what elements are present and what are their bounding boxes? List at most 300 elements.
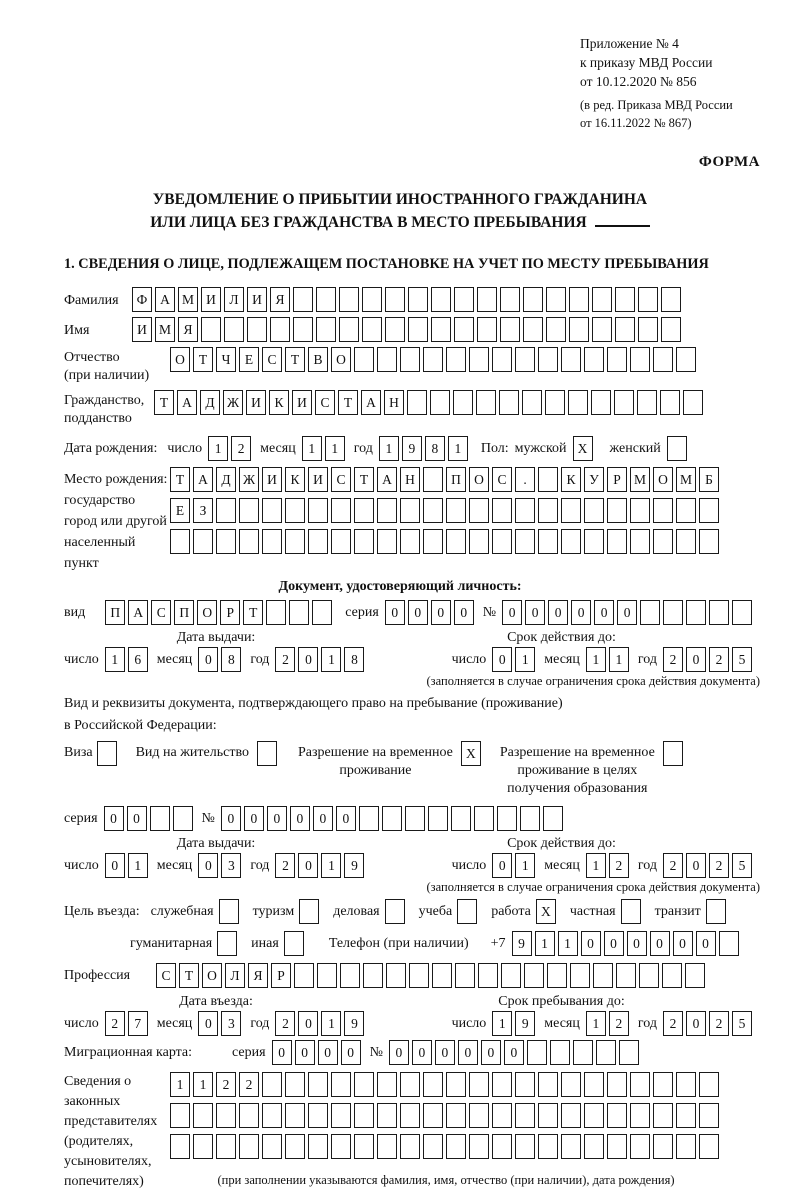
char-cell[interactable] [492,529,512,554]
char-cell[interactable] [432,963,452,988]
char-cell[interactable] [293,317,313,342]
char-cell[interactable]: 2 [239,1072,259,1097]
char-cell[interactable] [408,287,428,312]
char-cell[interactable]: 0 [525,600,545,625]
char-cell[interactable] [400,347,420,372]
char-cell[interactable] [331,1103,351,1128]
char-cell[interactable] [377,529,397,554]
char-cell[interactable] [477,317,497,342]
char-cell[interactable] [621,899,641,924]
char-cell[interactable]: И [246,390,266,415]
char-cell[interactable] [363,963,383,988]
char-cell[interactable] [497,806,517,831]
char-cell[interactable] [732,600,752,625]
char-cell[interactable]: С [331,467,351,492]
char-cell[interactable]: Р [220,600,240,625]
char-cell[interactable] [400,529,420,554]
char-cell[interactable]: 3 [221,853,241,878]
char-cell[interactable] [285,1134,305,1159]
char-cell[interactable] [663,741,683,766]
char-cell[interactable] [515,1134,535,1159]
char-cell[interactable]: 1 [379,436,399,461]
char-cell[interactable] [308,1134,328,1159]
char-cell[interactable]: 0 [408,600,428,625]
char-cell[interactable] [492,347,512,372]
char-cell[interactable]: 8 [425,436,445,461]
char-cell[interactable]: 0 [504,1040,524,1065]
char-cell[interactable]: 0 [298,1011,318,1036]
char-cell[interactable]: 0 [313,806,333,831]
char-cell[interactable]: 0 [198,647,218,672]
char-cell[interactable] [317,963,337,988]
char-cell[interactable] [492,498,512,523]
char-cell[interactable] [591,390,611,415]
char-cell[interactable] [446,1103,466,1128]
char-cell[interactable] [615,287,635,312]
char-cell[interactable] [262,498,282,523]
char-cell[interactable]: 0 [290,806,310,831]
char-cell[interactable]: А [128,600,148,625]
char-cell[interactable]: М [630,467,650,492]
char-cell[interactable]: З [193,498,213,523]
char-cell[interactable] [584,347,604,372]
char-cell[interactable]: 0 [435,1040,455,1065]
char-cell[interactable] [386,963,406,988]
char-cell[interactable]: М [178,287,198,312]
char-cell[interactable] [446,1072,466,1097]
char-cell[interactable] [547,963,567,988]
char-cell[interactable]: О [197,600,217,625]
char-cell[interactable]: Л [225,963,245,988]
char-cell[interactable] [362,287,382,312]
char-cell[interactable] [638,287,658,312]
char-cell[interactable] [354,347,374,372]
char-cell[interactable] [683,390,703,415]
char-cell[interactable] [660,390,680,415]
char-cell[interactable] [500,317,520,342]
char-cell[interactable]: X [536,899,556,924]
char-cell[interactable]: 0 [336,806,356,831]
char-cell[interactable] [431,317,451,342]
char-cell[interactable] [699,498,719,523]
char-cell[interactable] [592,287,612,312]
char-cell[interactable] [630,1072,650,1097]
char-cell[interactable]: П [105,600,125,625]
char-cell[interactable] [299,899,319,924]
char-cell[interactable] [630,529,650,554]
char-cell[interactable] [446,529,466,554]
char-cell[interactable] [676,1103,696,1128]
char-cell[interactable] [469,347,489,372]
char-cell[interactable] [377,1134,397,1159]
char-cell[interactable]: И [132,317,152,342]
char-cell[interactable]: С [492,467,512,492]
char-cell[interactable] [262,1134,282,1159]
char-cell[interactable]: 0 [385,600,405,625]
char-cell[interactable]: 1 [492,1011,512,1036]
char-cell[interactable] [607,498,627,523]
char-cell[interactable] [262,1072,282,1097]
char-cell[interactable] [457,899,477,924]
char-cell[interactable]: 2 [105,1011,125,1036]
char-cell[interactable] [455,963,475,988]
char-cell[interactable] [653,1134,673,1159]
char-cell[interactable]: О [202,963,222,988]
char-cell[interactable] [285,1072,305,1097]
char-cell[interactable] [523,317,543,342]
char-cell[interactable] [676,498,696,523]
char-cell[interactable]: 1 [535,931,555,956]
char-cell[interactable]: 1 [321,853,341,878]
char-cell[interactable] [219,899,239,924]
char-cell[interactable] [354,1134,374,1159]
char-cell[interactable] [515,1103,535,1128]
char-cell[interactable]: 9 [344,1011,364,1036]
char-cell[interactable]: А [155,287,175,312]
char-cell[interactable] [331,529,351,554]
char-cell[interactable]: 2 [216,1072,236,1097]
char-cell[interactable] [515,347,535,372]
char-cell[interactable]: Я [248,963,268,988]
char-cell[interactable] [667,436,687,461]
char-cell[interactable]: 1 [321,1011,341,1036]
char-cell[interactable]: Т [354,467,374,492]
char-cell[interactable] [561,1103,581,1128]
char-cell[interactable]: 0 [267,806,287,831]
char-cell[interactable]: 2 [609,1011,629,1036]
char-cell[interactable]: 0 [412,1040,432,1065]
char-cell[interactable] [709,600,729,625]
char-cell[interactable]: 9 [515,1011,535,1036]
char-cell[interactable] [685,963,705,988]
char-cell[interactable]: 0 [650,931,670,956]
char-cell[interactable]: Е [239,347,259,372]
char-cell[interactable] [596,1040,616,1065]
char-cell[interactable] [616,963,636,988]
char-cell[interactable]: 0 [341,1040,361,1065]
char-cell[interactable] [469,1134,489,1159]
char-cell[interactable]: 0 [198,1011,218,1036]
char-cell[interactable]: 1 [586,1011,606,1036]
char-cell[interactable]: 0 [198,853,218,878]
char-cell[interactable] [423,347,443,372]
char-cell[interactable] [607,347,627,372]
char-cell[interactable]: 0 [627,931,647,956]
char-cell[interactable] [408,317,428,342]
char-cell[interactable] [446,347,466,372]
char-cell[interactable]: С [262,347,282,372]
char-cell[interactable] [289,600,309,625]
char-cell[interactable] [428,806,448,831]
char-cell[interactable]: Т [193,347,213,372]
char-cell[interactable] [607,1072,627,1097]
char-cell[interactable]: 0 [458,1040,478,1065]
char-cell[interactable] [699,1103,719,1128]
char-cell[interactable]: 1 [128,853,148,878]
char-cell[interactable]: 0 [617,600,637,625]
char-cell[interactable] [400,1072,420,1097]
char-cell[interactable] [216,1134,236,1159]
char-cell[interactable] [262,529,282,554]
char-cell[interactable]: И [262,467,282,492]
char-cell[interactable]: 1 [558,931,578,956]
char-cell[interactable]: 1 [208,436,228,461]
char-cell[interactable]: 1 [170,1072,190,1097]
char-cell[interactable] [619,1040,639,1065]
char-cell[interactable]: 2 [275,647,295,672]
char-cell[interactable]: 2 [275,853,295,878]
char-cell[interactable] [247,317,267,342]
char-cell[interactable] [354,1103,374,1128]
char-cell[interactable]: П [446,467,466,492]
char-cell[interactable] [538,529,558,554]
char-cell[interactable]: 1 [515,647,535,672]
char-cell[interactable] [561,529,581,554]
char-cell[interactable]: 0 [105,853,125,878]
char-cell[interactable]: 0 [696,931,716,956]
char-cell[interactable] [316,317,336,342]
char-cell[interactable] [638,317,658,342]
char-cell[interactable] [451,806,471,831]
char-cell[interactable]: 0 [571,600,591,625]
char-cell[interactable] [469,529,489,554]
char-cell[interactable]: X [461,741,481,766]
char-cell[interactable] [653,529,673,554]
char-cell[interactable]: 1 [448,436,468,461]
char-cell[interactable]: 9 [512,931,532,956]
char-cell[interactable] [501,963,521,988]
char-cell[interactable] [377,498,397,523]
char-cell[interactable]: 3 [221,1011,241,1036]
char-cell[interactable]: 1 [193,1072,213,1097]
char-cell[interactable]: 7 [128,1011,148,1036]
char-cell[interactable] [615,317,635,342]
char-cell[interactable] [561,1072,581,1097]
char-cell[interactable] [431,287,451,312]
char-cell[interactable]: Т [285,347,305,372]
char-cell[interactable]: 0 [318,1040,338,1065]
char-cell[interactable]: 0 [481,1040,501,1065]
char-cell[interactable]: 2 [663,1011,683,1036]
char-cell[interactable] [216,529,236,554]
char-cell[interactable] [173,806,193,831]
char-cell[interactable] [653,347,673,372]
char-cell[interactable]: К [285,467,305,492]
char-cell[interactable]: Ж [239,467,259,492]
char-cell[interactable]: 0 [272,1040,292,1065]
char-cell[interactable] [640,600,660,625]
char-cell[interactable] [217,931,237,956]
char-cell[interactable] [538,1134,558,1159]
char-cell[interactable] [630,1103,650,1128]
char-cell[interactable]: 6 [128,647,148,672]
char-cell[interactable]: 0 [686,647,706,672]
char-cell[interactable] [423,1134,443,1159]
char-cell[interactable] [653,1072,673,1097]
char-cell[interactable] [312,600,332,625]
char-cell[interactable] [550,1040,570,1065]
char-cell[interactable]: Л [224,287,244,312]
char-cell[interactable] [523,287,543,312]
char-cell[interactable] [699,1134,719,1159]
char-cell[interactable] [170,1134,190,1159]
char-cell[interactable] [266,600,286,625]
char-cell[interactable] [538,467,558,492]
char-cell[interactable]: Н [400,467,420,492]
char-cell[interactable]: 1 [586,647,606,672]
char-cell[interactable]: А [361,390,381,415]
char-cell[interactable] [492,1134,512,1159]
char-cell[interactable]: 0 [244,806,264,831]
char-cell[interactable]: 0 [686,1011,706,1036]
char-cell[interactable]: 2 [709,1011,729,1036]
char-cell[interactable] [423,1072,443,1097]
char-cell[interactable] [584,529,604,554]
char-cell[interactable]: 0 [431,600,451,625]
char-cell[interactable] [515,529,535,554]
char-cell[interactable] [607,1134,627,1159]
char-cell[interactable]: Ч [216,347,236,372]
char-cell[interactable]: Я [178,317,198,342]
char-cell[interactable] [454,287,474,312]
char-cell[interactable] [308,1072,328,1097]
char-cell[interactable]: А [177,390,197,415]
char-cell[interactable] [477,287,497,312]
char-cell[interactable] [515,1072,535,1097]
char-cell[interactable] [661,317,681,342]
char-cell[interactable] [520,806,540,831]
char-cell[interactable] [492,1103,512,1128]
char-cell[interactable] [639,963,659,988]
char-cell[interactable]: 0 [492,647,512,672]
char-cell[interactable]: Б [699,467,719,492]
char-cell[interactable]: 0 [389,1040,409,1065]
char-cell[interactable] [527,1040,547,1065]
char-cell[interactable] [405,806,425,831]
char-cell[interactable]: Р [271,963,291,988]
char-cell[interactable] [492,1072,512,1097]
char-cell[interactable] [331,1072,351,1097]
char-cell[interactable] [653,1103,673,1128]
char-cell[interactable] [538,1103,558,1128]
char-cell[interactable]: О [331,347,351,372]
char-cell[interactable] [524,963,544,988]
char-cell[interactable] [561,1134,581,1159]
char-cell[interactable] [543,806,563,831]
char-cell[interactable] [400,1134,420,1159]
char-cell[interactable]: О [469,467,489,492]
char-cell[interactable] [284,931,304,956]
char-cell[interactable] [522,390,542,415]
char-cell[interactable]: Т [154,390,174,415]
char-cell[interactable] [573,1040,593,1065]
char-cell[interactable]: 0 [594,600,614,625]
char-cell[interactable] [377,347,397,372]
char-cell[interactable] [423,498,443,523]
char-cell[interactable] [285,1103,305,1128]
char-cell[interactable]: Т [243,600,263,625]
char-cell[interactable]: С [151,600,171,625]
char-cell[interactable] [568,390,588,415]
char-cell[interactable]: К [561,467,581,492]
char-cell[interactable] [362,317,382,342]
char-cell[interactable] [630,498,650,523]
char-cell[interactable] [630,1134,650,1159]
char-cell[interactable] [308,1103,328,1128]
char-cell[interactable]: 5 [732,647,752,672]
char-cell[interactable]: 0 [295,1040,315,1065]
char-cell[interactable] [538,498,558,523]
char-cell[interactable] [385,317,405,342]
char-cell[interactable] [676,529,696,554]
char-cell[interactable] [469,1103,489,1128]
char-cell[interactable]: 0 [298,647,318,672]
char-cell[interactable] [354,1072,374,1097]
char-cell[interactable] [446,1134,466,1159]
char-cell[interactable]: 0 [454,600,474,625]
char-cell[interactable] [216,1103,236,1128]
char-cell[interactable] [546,317,566,342]
char-cell[interactable] [308,529,328,554]
char-cell[interactable]: . [515,467,535,492]
char-cell[interactable] [308,498,328,523]
char-cell[interactable] [385,899,405,924]
char-cell[interactable] [663,600,683,625]
char-cell[interactable]: И [308,467,328,492]
char-cell[interactable] [239,498,259,523]
char-cell[interactable] [584,498,604,523]
char-cell[interactable]: 0 [298,853,318,878]
char-cell[interactable] [584,1103,604,1128]
char-cell[interactable]: Д [200,390,220,415]
char-cell[interactable]: Е [170,498,190,523]
char-cell[interactable] [377,1072,397,1097]
char-cell[interactable]: 8 [344,647,364,672]
char-cell[interactable] [584,1072,604,1097]
char-cell[interactable] [584,1134,604,1159]
char-cell[interactable]: 5 [732,1011,752,1036]
char-cell[interactable]: 0 [673,931,693,956]
char-cell[interactable]: И [247,287,267,312]
char-cell[interactable] [661,287,681,312]
char-cell[interactable] [170,1103,190,1128]
char-cell[interactable] [340,963,360,988]
char-cell[interactable] [201,317,221,342]
char-cell[interactable]: 1 [325,436,345,461]
char-cell[interactable] [423,529,443,554]
char-cell[interactable]: 1 [515,853,535,878]
char-cell[interactable]: О [653,467,673,492]
char-cell[interactable] [285,529,305,554]
char-cell[interactable]: 0 [492,853,512,878]
char-cell[interactable] [538,347,558,372]
char-cell[interactable]: А [377,467,397,492]
char-cell[interactable] [331,1134,351,1159]
char-cell[interactable] [546,287,566,312]
char-cell[interactable] [499,390,519,415]
char-cell[interactable] [97,741,117,766]
char-cell[interactable]: 9 [402,436,422,461]
char-cell[interactable]: X [573,436,593,461]
char-cell[interactable]: 2 [663,853,683,878]
char-cell[interactable]: С [156,963,176,988]
char-cell[interactable] [150,806,170,831]
char-cell[interactable] [676,347,696,372]
char-cell[interactable]: Н [384,390,404,415]
char-cell[interactable] [706,899,726,924]
char-cell[interactable] [454,317,474,342]
char-cell[interactable]: 1 [609,647,629,672]
